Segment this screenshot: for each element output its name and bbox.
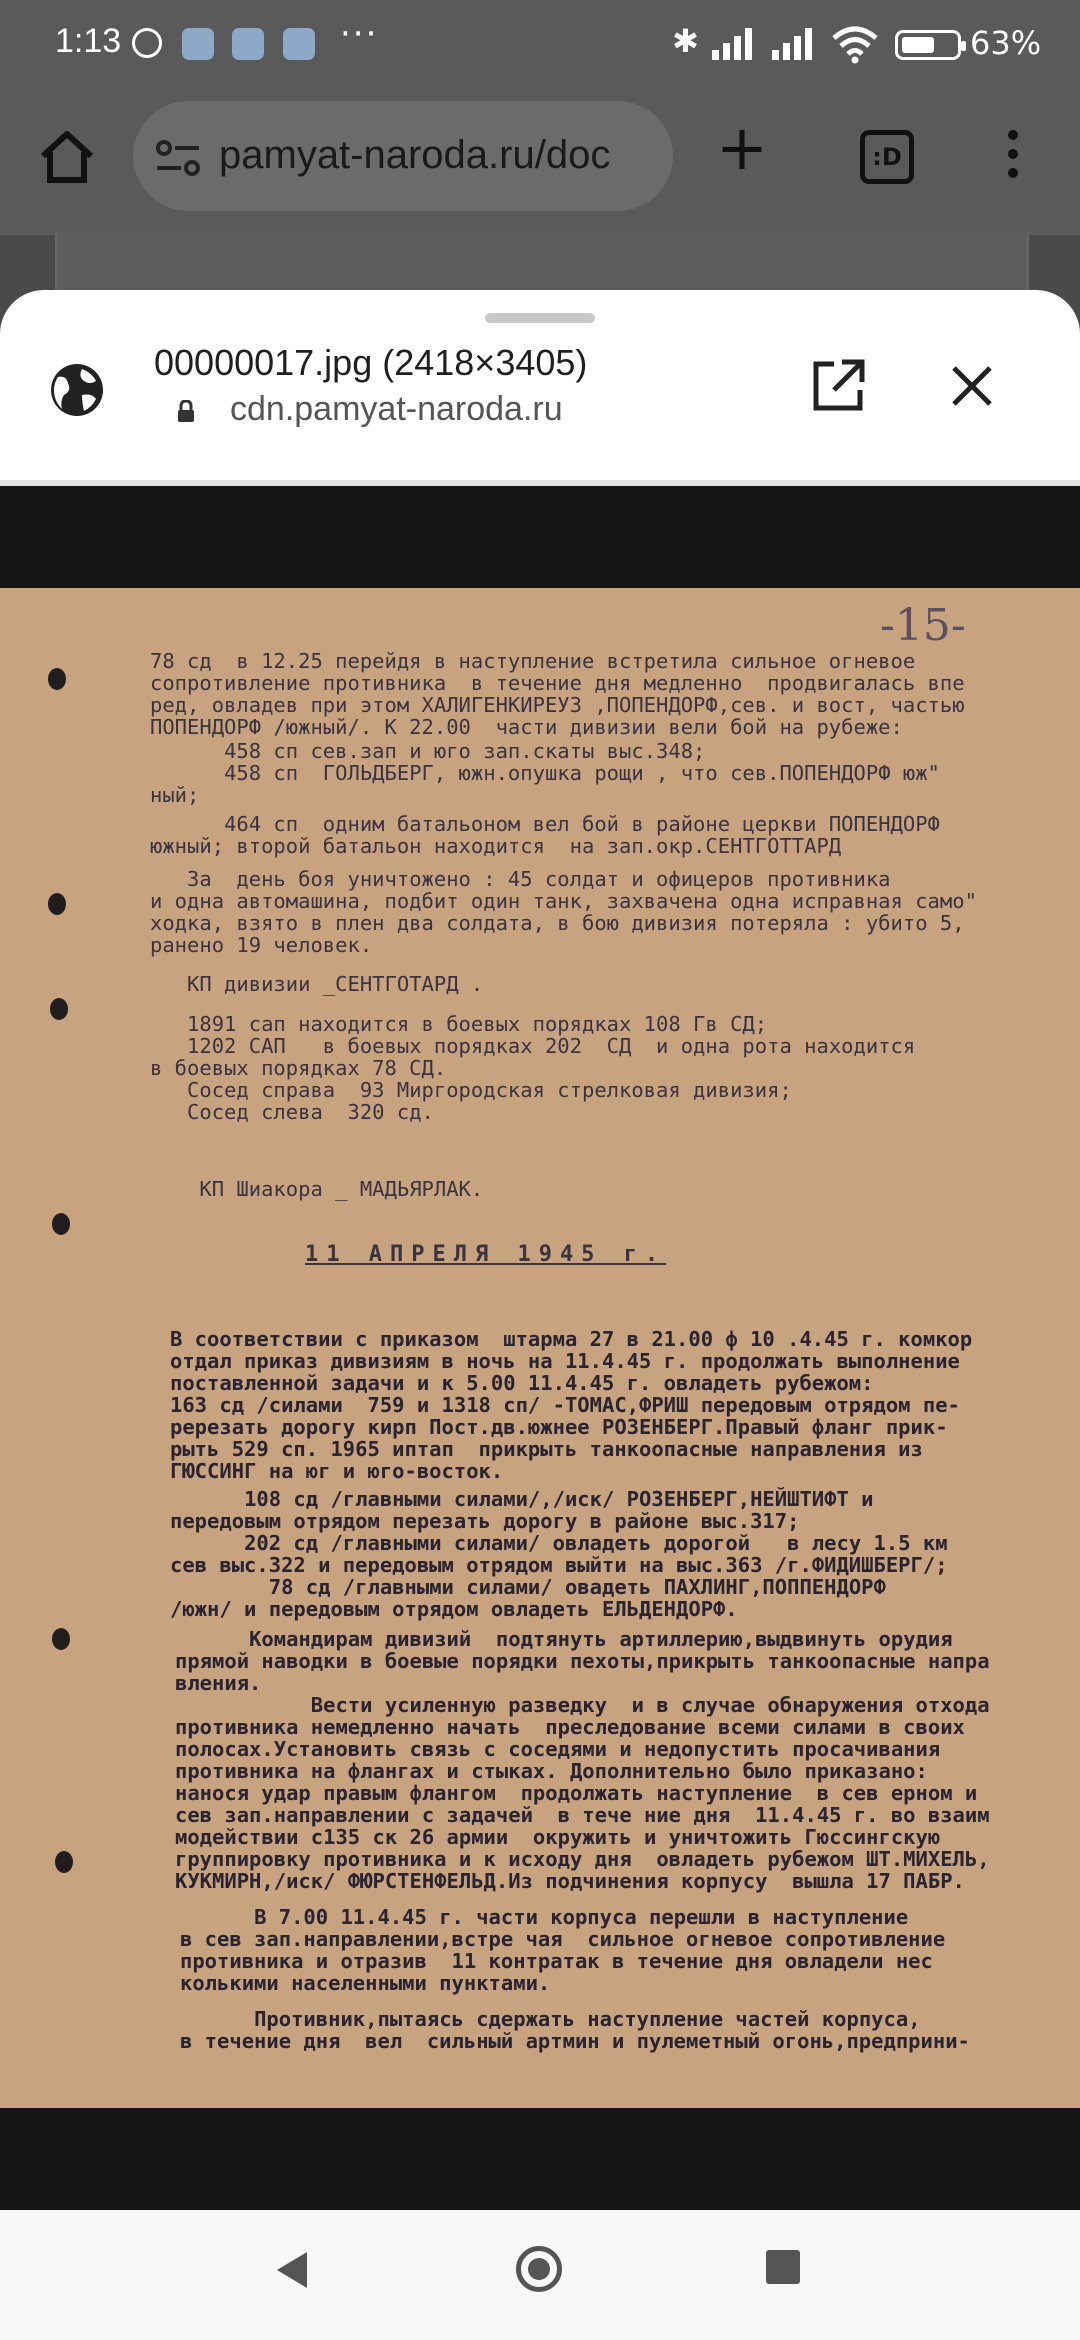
doc-paragraph: 458 сп сев.зап и юго зап.скаты выс.348; 458 сп ГОЛЬДБЕРГ, южн.опушка рощи , что сев.ПОПЕНДОРФ юж" ный;: [150, 739, 940, 807]
bluetooth-icon: ✱: [672, 22, 699, 60]
doc-paragraph: Противник,пытаясь сдержать наступление частей корпуса, в течение дня вел сильный артмин и пулеметный огонь,предприни-: [180, 2007, 970, 2053]
home-icon[interactable]: [38, 128, 96, 186]
new-tab-button[interactable]: +: [716, 111, 768, 184]
globe-icon: [48, 361, 106, 419]
system-nav-bar: [0, 2210, 1080, 2340]
file-name: 00000017.jpg (2418×3405): [154, 342, 588, 383]
doc-paragraph: Командирам дивизий подтянуть артиллерию,выдвинуть орудия прямой наводки в боевые порядки пехоты,прикрыть танкоопасные напра вления. Вести усиленную разведку и в случае обнаружения отхода противника немедленно начать преследование всеми силами в своих полосах.Установить связь с соседями и недопустить просачивания противника на флангах и стыках. Дополнительно было приказано: нанося удар правым флангом продолжать наступление в сев ерном и сев зап.направлении с задачей в тече ние дня 11.4.45 г. во взаим модействии с135 ск 26 армии окружить и уничтожить Гюссингскую группировку противника и к исходу дня овладеть рубежом ШТ.МИХЕЛЬ, КУКМИРН,/иск/ ФЮРСТЕНФЕЛЬД.Из подчинения корпусу вышла 17 ПАБР.: [175, 1627, 990, 1893]
battery-percent: 63%: [970, 24, 1042, 62]
notification-icon: [283, 28, 315, 60]
doc-paragraph: КП дивизии _СЕНТГОТАРД .: [150, 972, 484, 996]
punch-hole: [48, 893, 66, 915]
doc-paragraph: КП Шиакора _ МАДЬЯРЛАК.: [150, 1177, 484, 1201]
tab-switcher-button[interactable]: :D: [860, 130, 914, 184]
punch-hole: [52, 1213, 70, 1235]
doc-paragraph: 1891 сап находится в боевых порядках 108 Гв СД; 1202 САП в боевых порядках 202 СД и одна рота находится в боевых порядках 78 СД. Сосед справа 93 Миргородская стрелковая дивизия; Сосед слева 320 сд.: [150, 1012, 916, 1124]
date-heading: 11 АПРЕЛЯ 1945 г.: [305, 1242, 667, 1267]
wifi-icon: [832, 24, 878, 64]
doc-paragraph: 464 сп одним батальоном вел бой в районе церкви ПОПЕНДОРФ южный; второй батальон находится на зап.окр.СЕНТГОТТАРД: [150, 812, 940, 858]
browser-toolbar: [0, 95, 1080, 235]
address-bar[interactable]: [133, 101, 673, 211]
url-text[interactable]: pamyat-naroda.ru/doc: [219, 133, 611, 177]
home-button-icon[interactable]: [516, 2246, 562, 2292]
doc-paragraph: 78 сд в 12.25 перейдя в наступление встретила сильное огневое сопротивление противника в течение дня медленно продвигалась впе ред, овладев при этом ХАЛИГЕНКИРЕУЗ ,ПОПЕНДОРФ,сев. и вост, частью ПОПЕНДОРФ /южный/. К 22.00 части дивизии вели бой на рубеже:: [150, 649, 965, 739]
alarm-icon: [132, 28, 162, 58]
recents-icon[interactable]: [766, 2250, 800, 2284]
more-notifications-icon: ···: [340, 14, 379, 54]
site-settings-icon[interactable]: [155, 138, 201, 178]
notification-icon: [232, 28, 264, 60]
battery-icon: [895, 30, 961, 60]
scanned-document: [0, 588, 1080, 2108]
lock-icon: [177, 400, 195, 422]
close-icon[interactable]: [942, 356, 1002, 416]
file-domain: cdn.pamyat-naroda.ru: [230, 390, 563, 428]
drag-handle[interactable]: [485, 313, 595, 323]
punch-hole: [55, 1851, 73, 1873]
punch-hole: [48, 668, 66, 690]
doc-paragraph: В соответствии с приказом штарма 27 в 21.00 ф 10 .4.45 г. комкор отдал приказ дивизиям в ночь на 11.4.45 г. продолжать выполнение поставленной задачи и к 5.00 11.4.45 г. овладеть рубежом: 163 сд /силами 759 и 1318 сп/ -ТОМАС,ФРИШ передовым отрядом пе- ререзать дорогу кирп Пост.дв.южнее РОЗЕНБЕРГ.Правый фланг прик- рыть 529 сп. 1965 иптап прикрыть танкоопасные направления из ГЮССИНГ на юг и юго-восток.: [170, 1327, 973, 1483]
status-bar: [0, 0, 1080, 95]
signal-icon: [712, 26, 760, 60]
punch-hole: [50, 998, 68, 1020]
open-in-new-icon[interactable]: [808, 356, 868, 416]
page-number: -15-: [880, 600, 966, 651]
notification-icon: [182, 28, 214, 60]
doc-paragraph: За день боя уничтожено : 45 солдат и офицеров противника и одна автомашина, подбит один танк, захвачена одна исправная само" ходка, взято в плен два солдата, в бою дивизия потеряла : убито 5, ранено 19 человек.: [150, 867, 977, 957]
image-preview-sheet: [0, 290, 1080, 2340]
image-viewer[interactable]: [0, 486, 1080, 2210]
back-icon[interactable]: [277, 2252, 307, 2288]
punch-hole: [52, 1628, 70, 1650]
clock: 1:13: [55, 22, 122, 60]
signal-icon: [772, 26, 820, 60]
doc-paragraph: 108 сд /главными силами/,/иск/ РОЗЕНБЕРГ,НЕЙШТИФТ и передовым отрядом перезать дорогу в районе выс.317; 202 сд /главными силами/ овладеть дорогой в лесу 1.5 км сев выс.322 и передовым отрядом выйти на выс.363 /г.ФИДИШБЕРГ/; 78 сд /главными силами/ овадеть ПАХЛИНГ,ПОППЕНДОРФ /южн/ и передовым отрядом овладеть ЕЛЬДЕНДОРФ.: [170, 1487, 948, 1621]
overflow-menu-icon[interactable]: [1008, 130, 1018, 187]
doc-paragraph: В 7.00 11.4.45 г. части корпуса перешли в наступление в сев зап.направлении,встре чая сильное огневое сопротивление противника и отразив 11 контратак в течение дня овладели нес колькими населенными пунктами.: [180, 1905, 946, 1995]
